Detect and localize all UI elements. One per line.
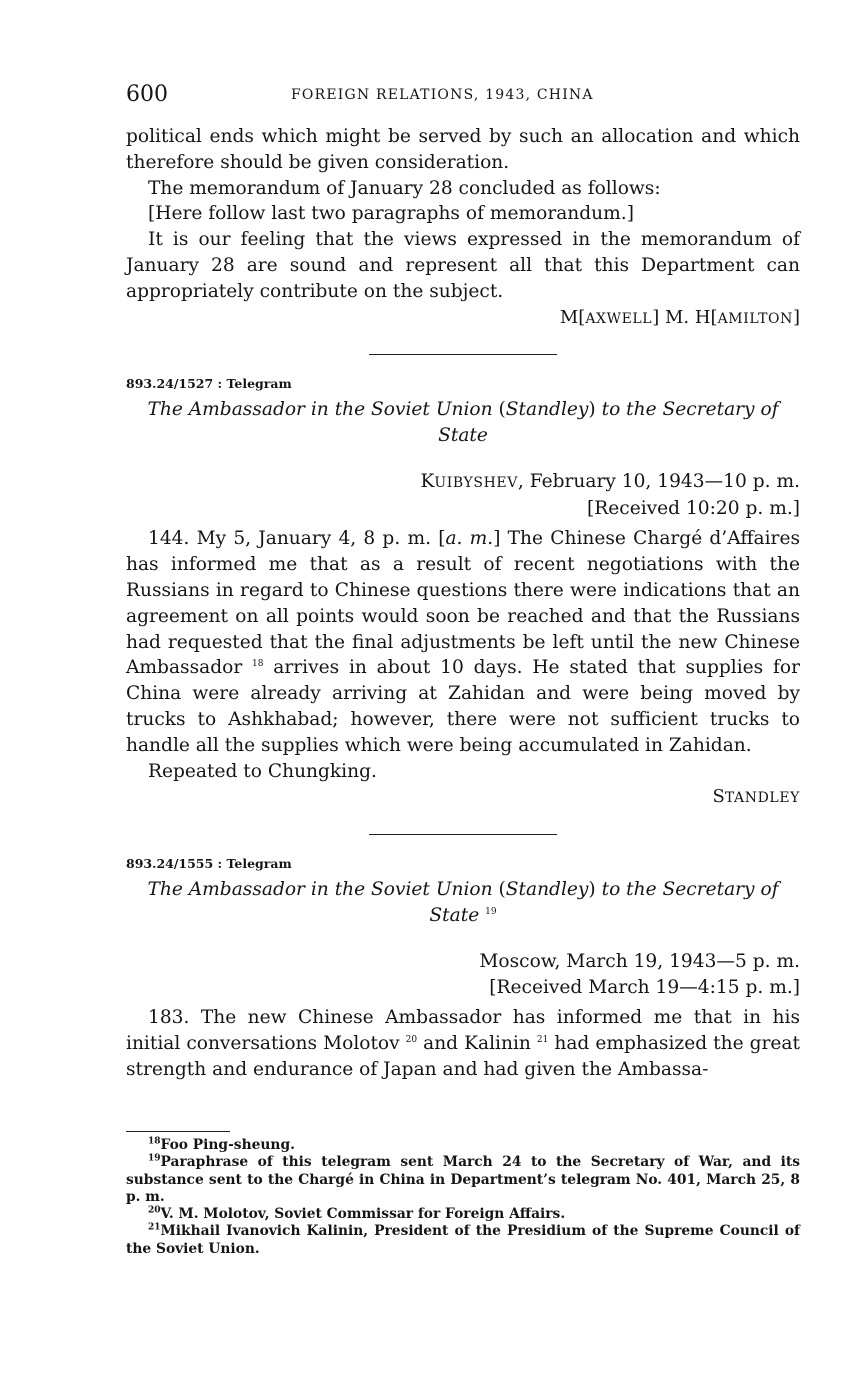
section-divider: [369, 834, 557, 835]
footnote-ref: 18: [252, 659, 264, 670]
doc2-file-id: 893.24/1555 : Telegram: [126, 856, 292, 872]
doc1-received: [Received 10:20 p. m.]: [587, 498, 800, 520]
footnote: [126, 1223, 800, 1258]
doc2-dateline: Moscow, March 19, 1943—5 p. m.: [479, 951, 800, 973]
footnote: [126, 1154, 800, 1206]
doc1-file-id: 893.24/1527 : Telegram: [126, 376, 292, 392]
doc1-dateline: [126, 469, 800, 496]
doc2-received: [Received March 19—4:15 p. m.]: [489, 977, 800, 999]
intro-paragraph-3: [Here follow last two paragraphs of memorandum.]: [148, 203, 634, 225]
signature-part: AXWELL: [585, 310, 653, 327]
signature-part: ] M. H[: [652, 306, 718, 328]
intro-signature: [126, 305, 800, 333]
place-initial: K: [420, 471, 435, 493]
title-paren: (: [498, 399, 506, 421]
section-divider: [369, 354, 557, 355]
title-paren: ): [588, 399, 596, 421]
body-text: had emphasized the great strength and endurance of Japan and had given the Ambassa-: [126, 1032, 800, 1080]
intro-paragraph-2: The memorandum of January 28 concluded as follows:: [148, 177, 661, 199]
signature-part: M[: [559, 306, 586, 328]
doc1-signature: [126, 784, 800, 812]
footnote-text: Mikhail Ivanovich Kalinin, President of the Presidium of the Supreme Council of the Soviet Union.: [126, 1223, 800, 1257]
body-italic: a. m.: [445, 528, 494, 550]
footnote-text: Foo Ping-sheung.: [160, 1137, 295, 1153]
footnote-number: 20: [148, 1205, 161, 1216]
footnote-ref: 20: [405, 1034, 418, 1045]
footnote-number: 21: [148, 1222, 161, 1233]
intro-paragraph-4: It is our feeling that the views expressed in the memorandum of January 28 are sound and represent all that this Department can appropriately contribute on the subject.: [126, 229, 800, 302]
footnote-divider: [126, 1131, 230, 1132]
body-text: ] The Chinese Chargé d’Affaires has informed me that as a result of recent negotiations with the Russians in regard to Chinese questions there were indications that an agreement on all points would soon be reached and that the Russians had requested that the final adjustments be left until the new Chinese Ambassador: [126, 528, 800, 679]
title-name: Standley: [505, 879, 589, 901]
footnote-ref: 21: [536, 1034, 549, 1045]
signature-rest: TANDLEY: [724, 790, 800, 807]
date-text: , February 10, 1943—10 p. m.: [517, 471, 800, 493]
footnote: [126, 1137, 800, 1154]
title-paren: (: [498, 879, 506, 901]
body-text: 144. My 5, January 4, 8 p. m. [: [148, 528, 446, 550]
footnote-number: 19: [148, 1153, 161, 1164]
doc1-title: [126, 397, 800, 449]
signature-part: ]: [792, 306, 800, 328]
doc2-body: [126, 1005, 800, 1082]
title-text: to the Secretary of State: [438, 399, 779, 447]
body-text: and Kalinin: [417, 1032, 531, 1054]
footnotes: [126, 1137, 800, 1258]
footnote-text: V. M. Molotov, Soviet Commissar for Foreign Affairs.: [160, 1206, 566, 1223]
footnote: [126, 1206, 800, 1223]
intro-paragraph-1: political ends which might be served by such an allocation and which therefore should be given consideration.: [126, 126, 800, 173]
title-text: The Ambassador in the Soviet Union: [147, 399, 493, 421]
doc1-body: [126, 526, 800, 758]
title-paren: ): [588, 879, 596, 901]
signature-part: AMILTON: [717, 310, 793, 327]
title-text: to the Secretary of State: [429, 879, 779, 927]
page-body: [126, 124, 800, 1083]
body-text: 183. The new Chinese Ambassador has informed me that in his initial conversations Molotov: [126, 1007, 800, 1054]
page-header: [126, 80, 800, 110]
body-text: arrives in about 10 days. He stated that supplies for China were already arriving at Zahidan and were being moved by trucks to Ashkhabad; however, there were not sufficient trucks to handle all the supplies which were being accumulated in Zahidan.: [126, 657, 800, 756]
footnote-text: Paraphrase of this telegram sent March 24 to the Secretary of War, and its substance sent to the Chargé in China in Department’s telegram No. 401, March 25, 8 p. m.: [126, 1154, 800, 1205]
footnote-ref: 19: [485, 906, 497, 917]
title-text: The Ambassador in the Soviet Union: [147, 879, 493, 901]
signature-initial: S: [712, 786, 725, 808]
title-name: Standley: [505, 399, 589, 421]
footnote-number: 18: [148, 1136, 161, 1147]
running-head: FOREIGN RELATIONS, 1943, CHINA: [291, 87, 594, 103]
page-number: 600: [126, 82, 168, 107]
place-rest: UIBYSHEV: [434, 475, 518, 492]
doc2-title: [126, 877, 800, 929]
doc1-repeated: Repeated to Chungking.: [148, 760, 377, 782]
